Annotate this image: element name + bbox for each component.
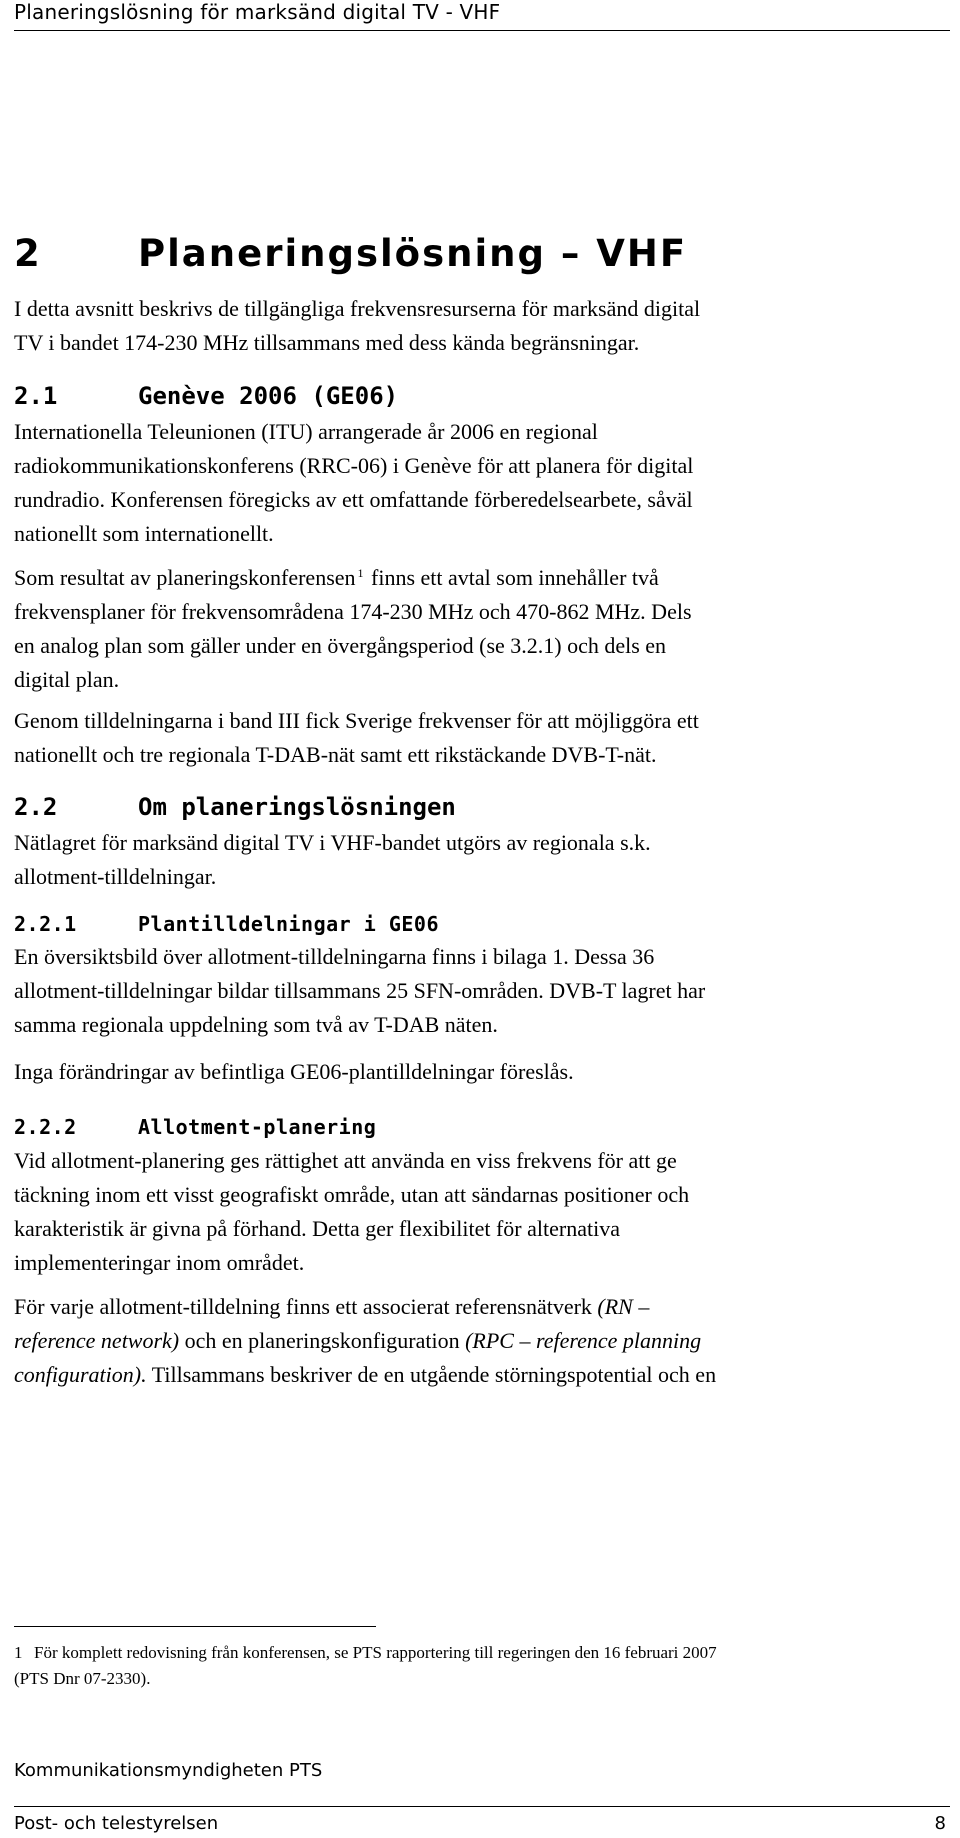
text-line: allotment-tilldelningar bildar tillsammans 25 SFN-områden. DVB-T lagret har [14, 978, 706, 1003]
text-run: För varje allotment-tilldelning finns ett associerat referensnätverk [14, 1294, 598, 1319]
section-heading-2-1 [14, 381, 398, 411]
text-line: radiokommunikationskonferens (RRC-06) i Genève för att planera för digital [14, 453, 694, 478]
subsection-number: 2.2.2 [14, 1115, 77, 1139]
footnote-line: (PTS Dnr 07-2330). [14, 1669, 151, 1688]
section-2-2-1-paragraph-2 [14, 1055, 954, 1089]
chapter-title: Planeringslösning – VHF [138, 232, 688, 275]
subsection-heading-2-2-1 [14, 911, 439, 937]
subsection-title: Plantilldelningar i GE06 [138, 912, 439, 936]
section-2-1-paragraph-1 [14, 415, 954, 551]
text-line: allotment-tilldelningar. [14, 864, 217, 889]
page-number: 8 [934, 1813, 946, 1834]
text-line: Genom tilldelningarna i band III fick Sverige frekvenser för att möjliggöra ett [14, 708, 699, 733]
text-line: I detta avsnitt beskrivs de tillgängliga frekvensresurserna för marksänd digital [14, 296, 701, 321]
text-line: digital plan. [14, 667, 120, 692]
text-line: täckning inom ett visst geografiskt område, utan att sändarnas positioner och [14, 1182, 690, 1207]
section-title: Om planeringslösningen [138, 793, 456, 821]
section-2-2-2-paragraph-2 [14, 1290, 954, 1392]
footer-department: Post- och telestyrelsen [14, 1813, 219, 1834]
text-line: Nätlagret för marksänd digital TV i VHF-bandet utgörs av regionala s.k. [14, 830, 651, 855]
section-number: 2.1 [14, 382, 58, 410]
section-2-1-paragraph-3 [14, 704, 954, 772]
section-number: 2.2 [14, 793, 58, 821]
section-heading-2-2 [14, 792, 456, 822]
text-line: karakteristik är givna på förhand. Detta ger flexibilitet för alternativa [14, 1216, 620, 1241]
text-run: finns ett avtal som innehåller två [365, 565, 659, 590]
text-line: samma regionala uppdelning som två av T-DAB näten. [14, 1012, 498, 1037]
footer-bar [14, 1806, 950, 1837]
italic-run: reference network) [14, 1328, 180, 1353]
text-line: frekvensplaner för frekvensområdena 174-230 MHz och 470-862 MHz. Dels [14, 599, 692, 624]
italic-run: (RN – [597, 1294, 650, 1319]
text-line: Vid allotment-planering ges rättighet att använda en viss frekvens för att ge [14, 1148, 677, 1173]
subsection-number: 2.2.1 [14, 912, 77, 936]
text-line [14, 1358, 954, 1392]
text-run: och en planeringskonfiguration [179, 1328, 466, 1353]
text-line: Inga förändringar av befintliga GE06-plantilldelningar föreslås. [14, 1059, 574, 1084]
text-line [14, 1290, 954, 1324]
section-2-2-paragraph-1 [14, 826, 954, 894]
section-2-2-1-paragraph-1 [14, 940, 954, 1042]
text-line: En översiktsbild över allotment-tilldelningarna finns i bilaga 1. Dessa 36 [14, 944, 655, 969]
footnote-line [14, 1640, 954, 1666]
text-line: TV i bandet 174-230 MHz tillsammans med dess kända begränsningar. [14, 330, 640, 355]
subsection-title: Allotment-planering [138, 1115, 377, 1139]
text-line [14, 561, 954, 595]
text-line: nationellt som internationellt. [14, 521, 274, 546]
chapter-intro-paragraph [14, 292, 954, 360]
running-header: Planeringslösning för marksänd digital TV - VHF [14, 0, 950, 31]
text-line: en analog plan som gäller under en övergångsperiod (se 3.2.1) och dels en [14, 633, 667, 658]
section-2-1-paragraph-2 [14, 561, 954, 697]
text-line: implementeringar inom området. [14, 1250, 305, 1275]
footnote-mark: 1 [14, 1643, 23, 1662]
section-title: Genève 2006 (GE06) [138, 382, 399, 410]
chapter-heading [14, 232, 687, 276]
footnote-text: För komplett redovisning från konferensen, se PTS rapportering till regeringen den 16 februari 2007 [34, 1643, 717, 1662]
text-run: Tillsammans beskriver de en utgående störningspotential och en [146, 1362, 717, 1387]
footnote-separator [14, 1626, 376, 1627]
footnote [14, 1640, 954, 1692]
italic-run: configuration). [14, 1362, 147, 1387]
footnote-reference[interactable]: 1 [357, 565, 364, 580]
section-2-2-2-paragraph-1 [14, 1144, 954, 1280]
text-line [14, 1324, 954, 1358]
text-line: rundradio. Konferensen föregicks av ett omfattande förberedelsearbete, såväl [14, 487, 693, 512]
italic-run: (RPC – reference planning [465, 1328, 702, 1353]
subsection-heading-2-2-2 [14, 1114, 376, 1140]
text-run: Som resultat av planeringskonferensen [14, 565, 356, 590]
text-line: nationellt och tre regionala T-DAB-nät samt ett rikstäckande DVB-T-nät. [14, 742, 657, 767]
footer-organization: Kommunikationsmyndigheten PTS [14, 1760, 323, 1781]
chapter-number: 2 [14, 232, 42, 275]
text-line: Internationella Teleunionen (ITU) arrangerade år 2006 en regional [14, 419, 598, 444]
